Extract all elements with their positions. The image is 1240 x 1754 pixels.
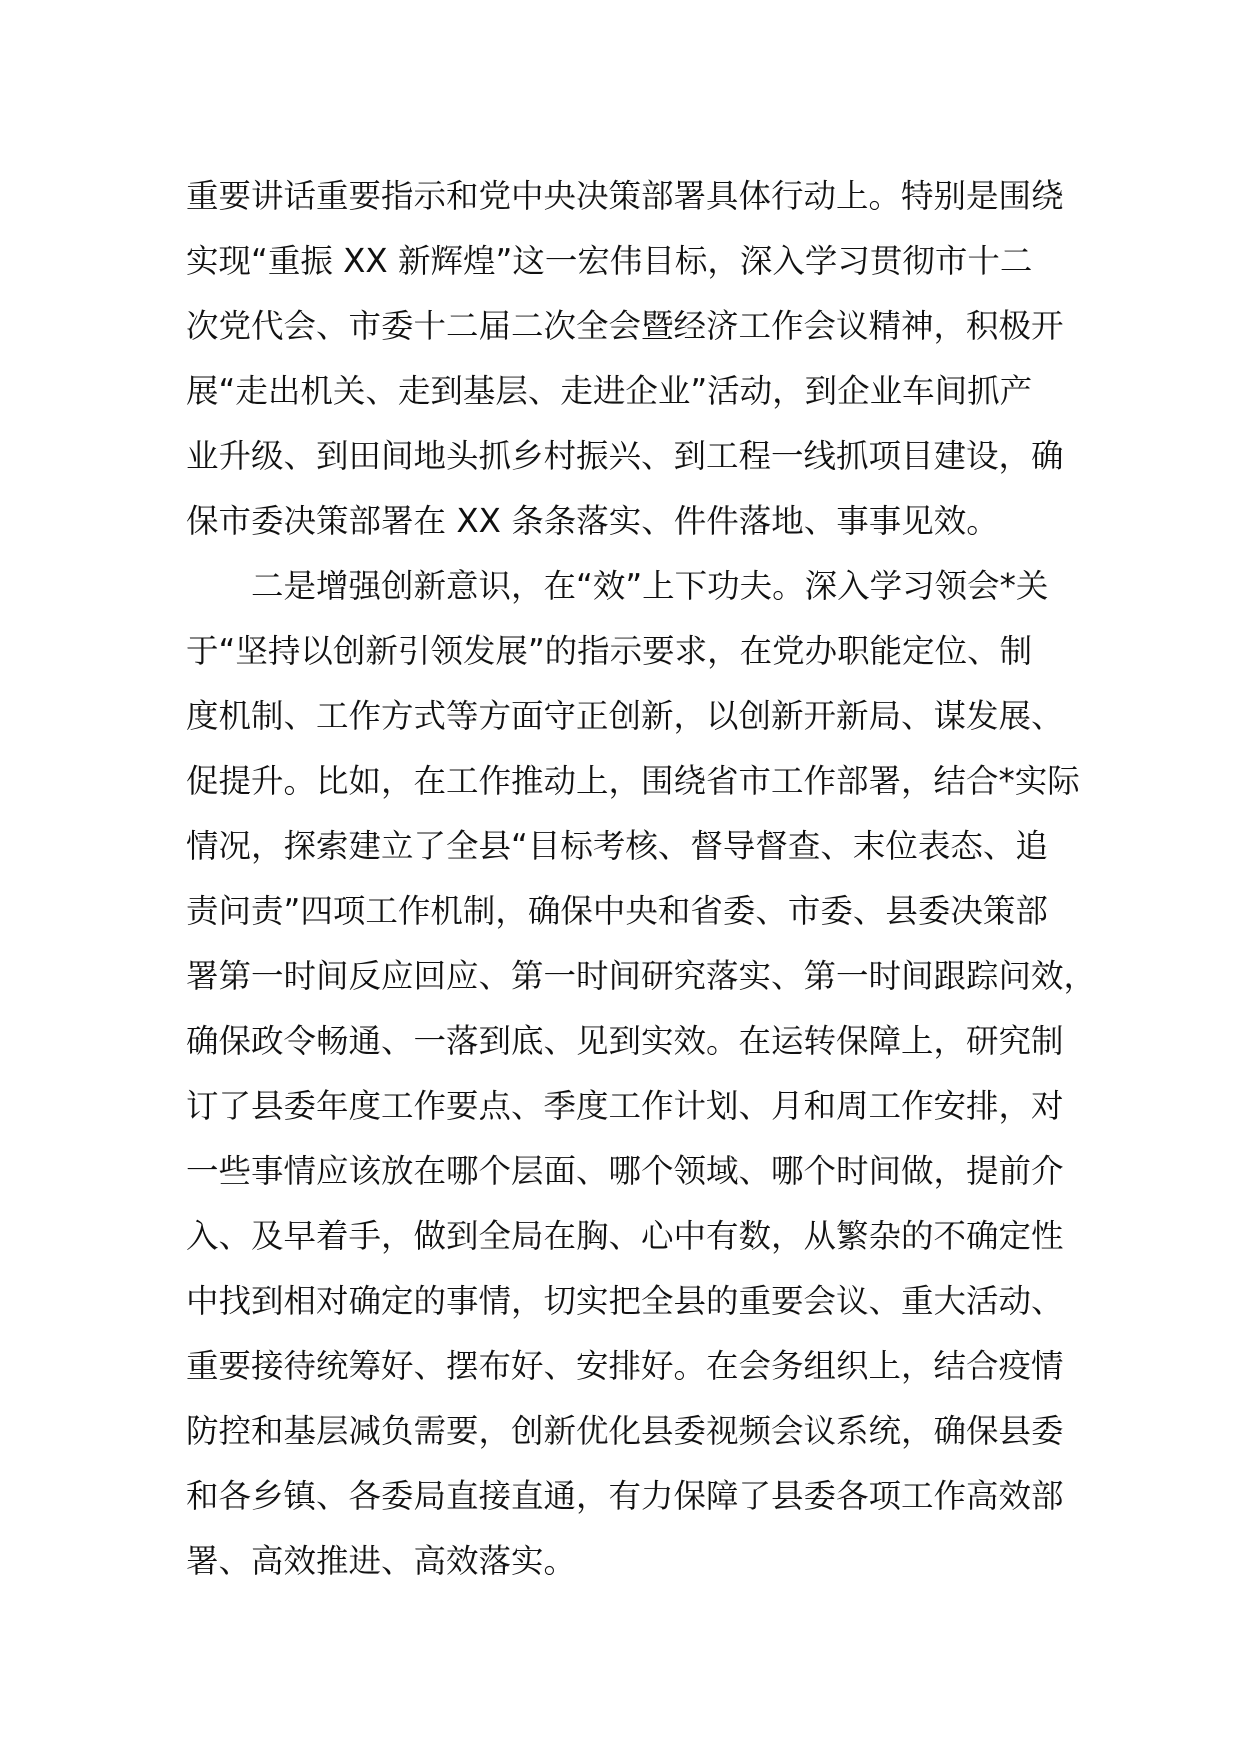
text-line: 中找到相对确定的事情，切实把全县的重要会议、重大活动、 (186, 1282, 1064, 1320)
text-line: 和各乡镇、各委局直接直通，有力保障了县委各项工作高效部 (186, 1477, 1064, 1515)
text-line: 入、及早着手，做到全局在胸、心中有数，从繁杂的不确定性 (186, 1217, 1064, 1255)
text-line: 署、高效推进、高效落实。 (186, 1542, 577, 1580)
text-line: 情况，探索建立了全县“目标考核、督导督查、末位表态、追 (186, 827, 1048, 865)
text-line: 一些事情应该放在哪个层面、哪个领域、哪个时间做，提前介 (186, 1152, 1064, 1190)
text-line: 署第一时间反应回应、第一时间研究落实、第一时间跟踪问效， (186, 957, 1097, 995)
text-line: 度机制、工作方式等方面守正创新，以创新开新局、谋发展、 (186, 697, 1064, 735)
text-line: 责问责”四项工作机制，确保中央和省委、市委、县委决策部 (186, 892, 1048, 930)
text-line: 重要讲话重要指示和党中央决策部署具体行动上。特别是围绕 (186, 177, 1064, 215)
text-line: 实现“重振 XX 新辉煌”这一宏伟目标，深入学习贯彻市十二 (186, 242, 1033, 280)
text-line: 业升级、到田间地头抓乡村振兴、到工程一线抓项目建设，确 (186, 437, 1064, 475)
text-line: 确保政令畅通、一落到底、见到实效。在运转保障上，研究制 (186, 1022, 1064, 1060)
text-line: 防控和基层减负需要，创新优化县委视频会议系统，确保县委 (186, 1412, 1064, 1450)
paragraph-first-line: 二是增强创新意识，在“效”上下功夫。深入学习领会*关 (251, 567, 1049, 605)
text-line: 保市委决策部署在 XX 条条落实、件件落地、事事见效。 (186, 502, 999, 540)
text-line: 展“走出机关、走到基层、走进企业”活动，到企业车间抓产 (186, 372, 1033, 410)
text-line: 重要接待统筹好、摆布好、安排好。在会务组织上，结合疫情 (186, 1347, 1064, 1385)
text-line: 于“坚持以创新引领发展”的指示要求，在党办职能定位、制 (186, 632, 1033, 670)
text-line: 订了县委年度工作要点、季度工作计划、月和周工作安排，对 (186, 1087, 1064, 1125)
text-line: 次党代会、市委十二届二次全会暨经济工作会议精神，积极开 (186, 307, 1064, 345)
text-line: 促提升。比如，在工作推动上，围绕省市工作部署，结合*实际 (186, 762, 1080, 800)
body-text (186, 164, 1097, 1594)
